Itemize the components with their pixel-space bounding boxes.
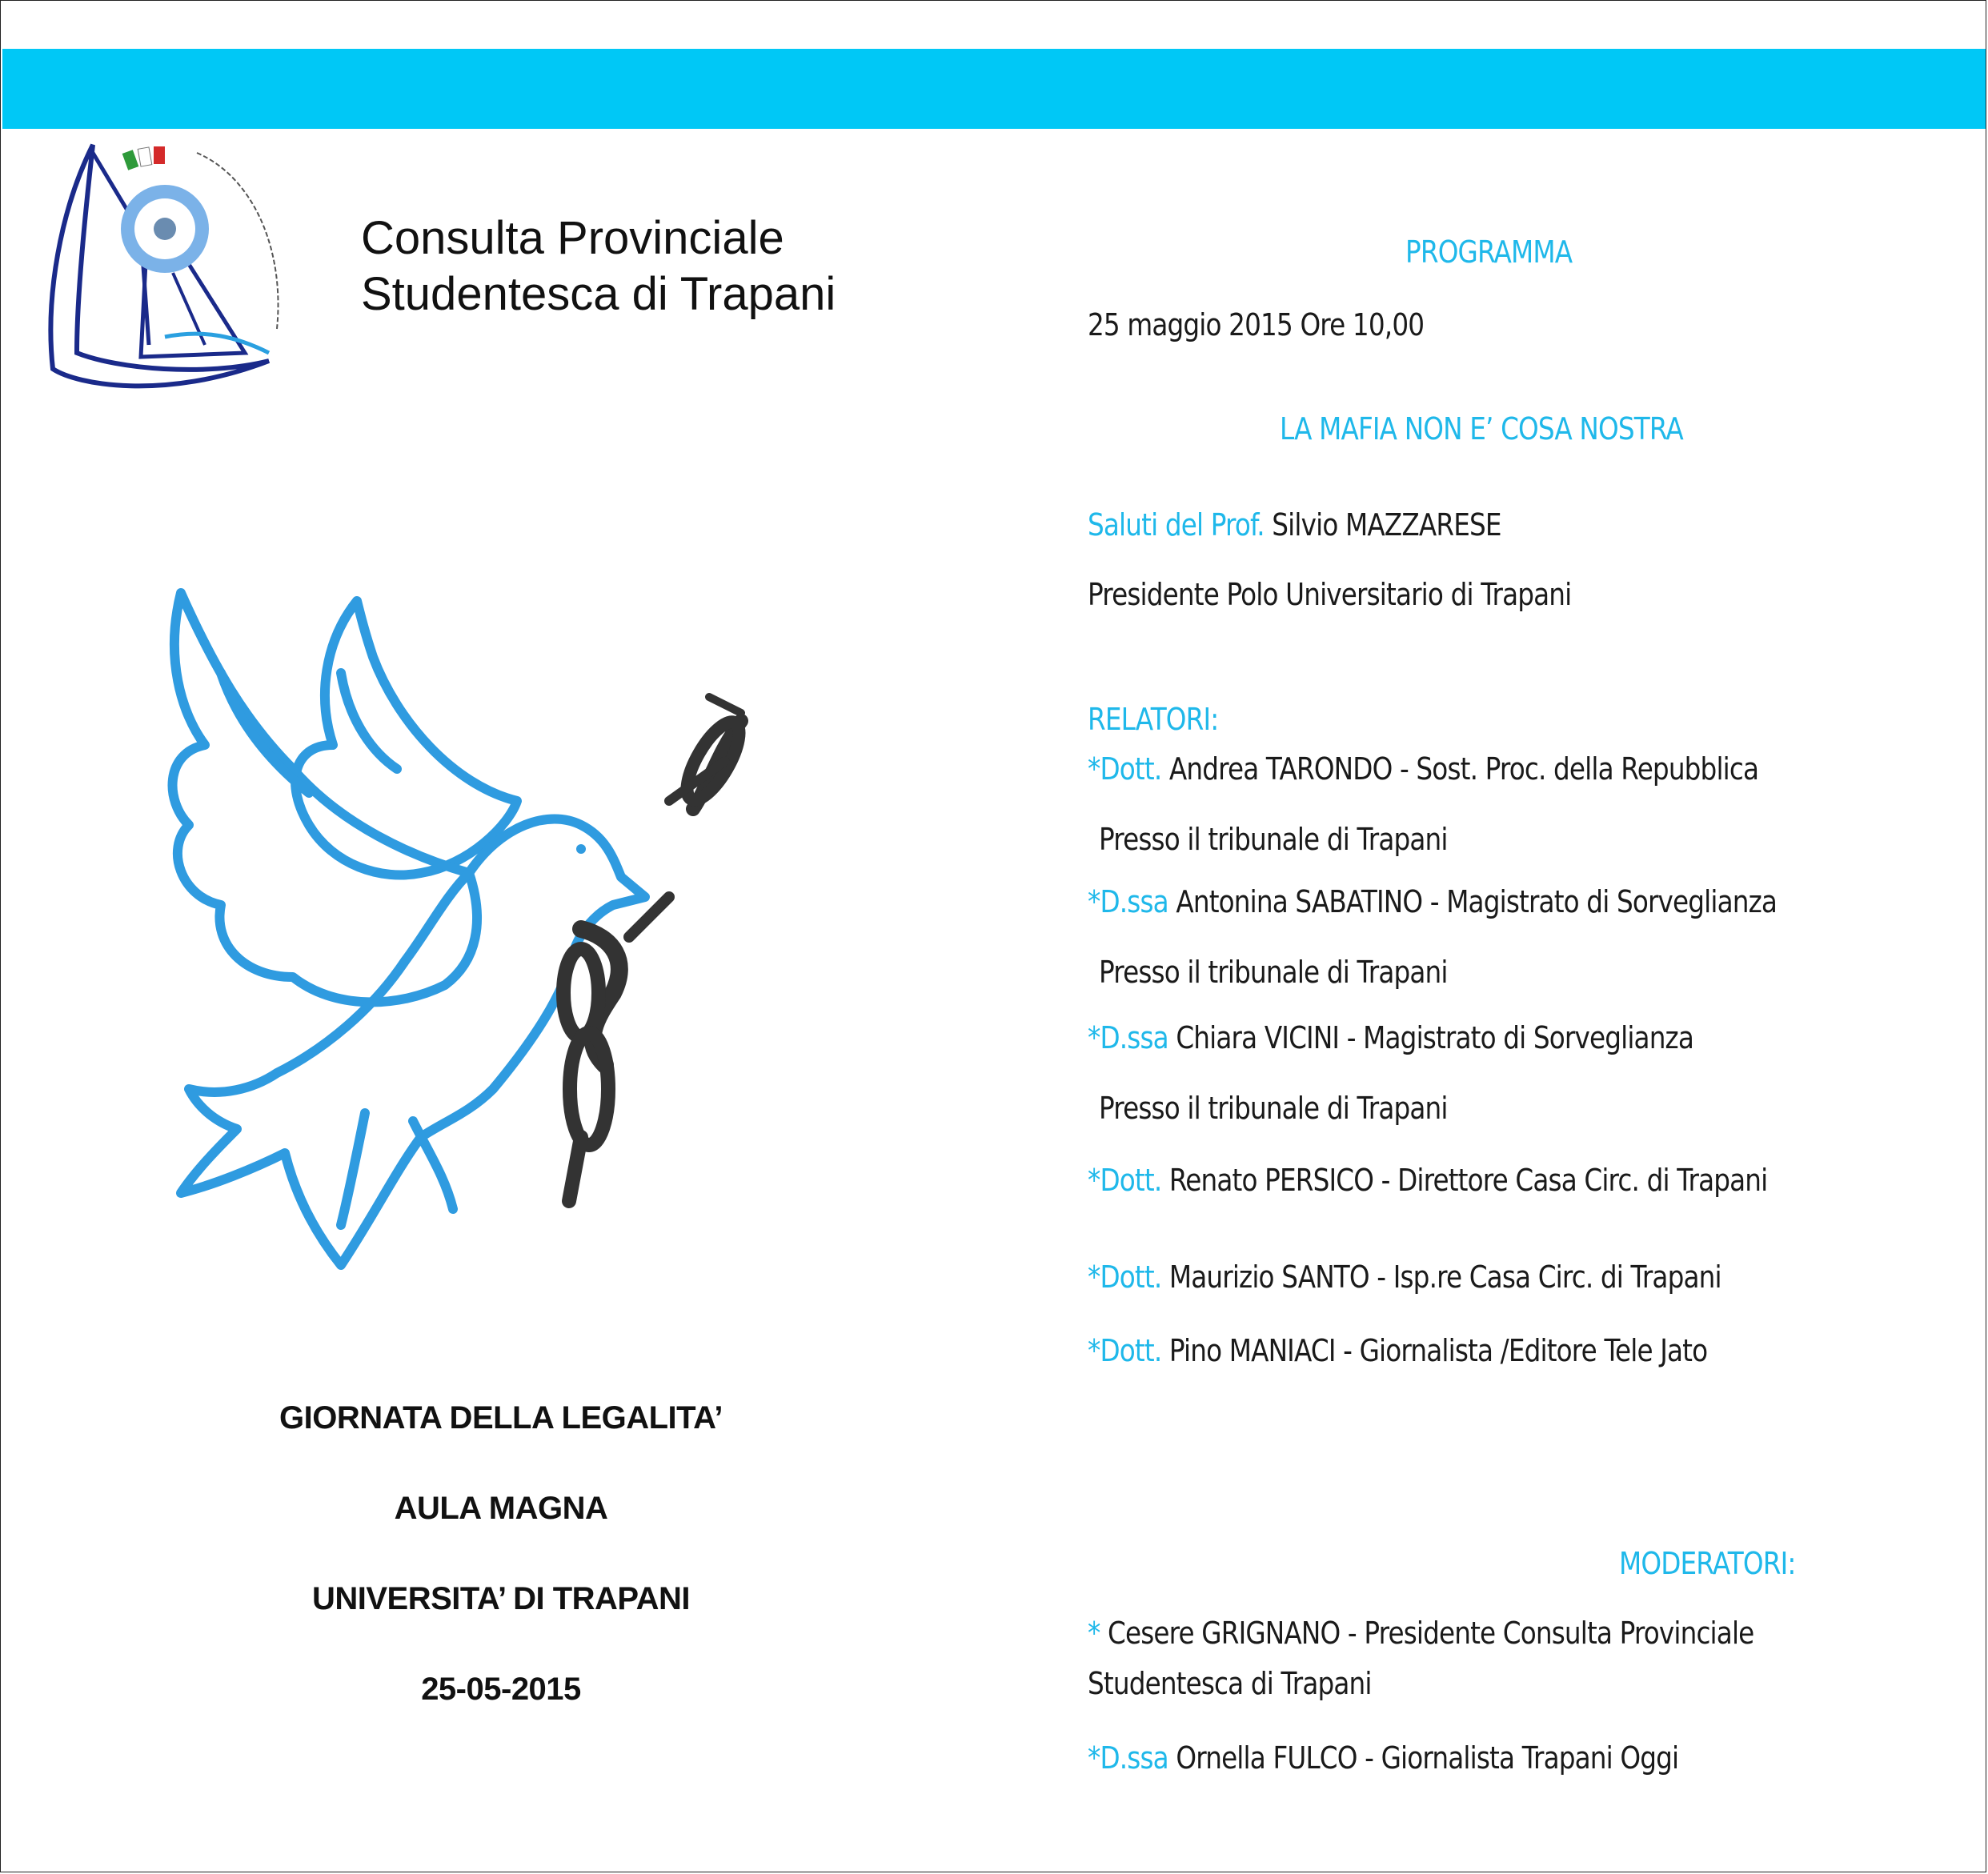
speaker-3-text: Chiara VICINI - Magistrato di Sorveglianza (1168, 1020, 1694, 1055)
top-color-band (2, 49, 1986, 129)
org-title-line2: Studentesca di Trapani (361, 268, 836, 320)
sailboat-logo-icon (45, 137, 317, 401)
organization-title (361, 210, 836, 322)
venue: AULA MAGNA (394, 1491, 608, 1526)
speakers-heading: RELATORI: (1088, 702, 1219, 737)
moderator-2-text: Ornella FULCO - Giornalista Trapani Oggi (1168, 1740, 1679, 1776)
speaker-2-sub: Presso il tribunale di Trapani (1099, 955, 1448, 990)
moderator-1 (1088, 1616, 1754, 1651)
speaker-2-prefix: *D.ssa (1088, 884, 1168, 919)
speaker-5-prefix: *Dott. (1088, 1259, 1162, 1295)
university: UNIVERSITA’ DI TRAPANI (311, 1581, 690, 1616)
program-datetime: 25 maggio 2015 Ore 10,00 (1088, 307, 1425, 342)
program-heading: PROGRAMMA (1405, 234, 1573, 270)
speaker-5-text: Maurizio SANTO - Isp.re Casa Circ. di Trapani (1161, 1259, 1721, 1295)
org-title-line1: Consulta Provinciale (361, 212, 784, 264)
speaker-6-prefix: *Dott. (1088, 1333, 1162, 1368)
greeting-role: Presidente Polo Universitario di Trapani (1088, 577, 1572, 612)
dove-breaking-chain-icon (133, 561, 853, 1305)
speaker-2-text: Antonina SABATINO - Magistrato di Sorveglianza (1168, 884, 1778, 919)
greeting-prefix: Saluti del Prof. (1088, 507, 1265, 543)
speaker-2 (1088, 884, 1777, 919)
event-name: GIORNATA DELLA LEGALITA’ (279, 1400, 723, 1436)
speaker-6-text: Pino MANIACI - Giornalista /Editore Tele Jato (1161, 1333, 1708, 1368)
speaker-1-prefix: *Dott. (1088, 751, 1162, 787)
speaker-3 (1088, 1020, 1693, 1055)
moderator-1-sub: Studentesca di Trapani (1088, 1666, 1372, 1701)
program-title: LA MAFIA NON E’ COSA NOSTRA (1280, 411, 1683, 446)
moderator-2 (1088, 1740, 1678, 1776)
moderator-1-text: Cesere GRIGNANO - Presidente Consulta Provinciale (1100, 1616, 1754, 1651)
speaker-1-text: Andrea TARONDO - Sost. Proc. della Repubblica (1161, 751, 1759, 787)
speaker-4-text: Renato PERSICO - Direttore Casa Circ. di Trapani (1161, 1163, 1768, 1198)
event-date: 25-05-2015 (421, 1672, 581, 1707)
speaker-1 (1088, 751, 1758, 787)
speaker-5 (1088, 1259, 1721, 1295)
moderator-2-prefix: *D.ssa (1088, 1740, 1168, 1776)
speaker-3-sub: Presso il tribunale di Trapani (1099, 1091, 1448, 1126)
speaker-1-sub: Presso il tribunale di Trapani (1099, 822, 1448, 857)
moderators-heading: MODERATORI: (1619, 1546, 1796, 1581)
greeting-name: Silvio MAZZARESE (1264, 507, 1501, 543)
greeting-line (1088, 507, 1501, 543)
speaker-4-prefix: *Dott. (1088, 1163, 1162, 1198)
moderator-1-prefix: * (1088, 1616, 1100, 1651)
speaker-3-prefix: *D.ssa (1088, 1020, 1168, 1055)
speaker-4 (1088, 1163, 1767, 1198)
speaker-6 (1088, 1333, 1707, 1368)
